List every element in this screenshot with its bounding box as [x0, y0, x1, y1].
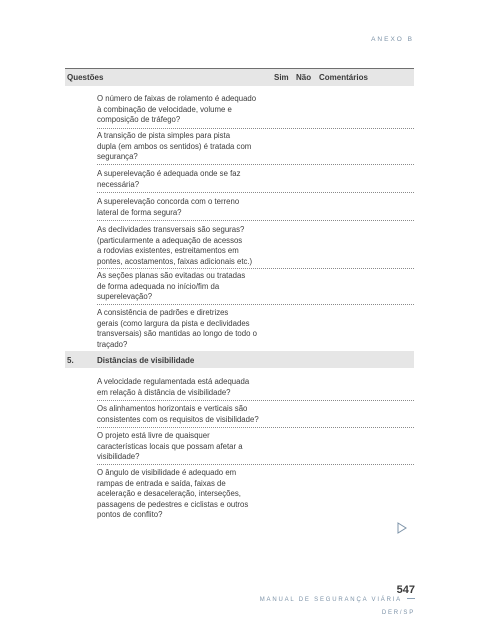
column-header-yes: Sim: [274, 73, 289, 82]
play-triangle-outline-icon[interactable]: [397, 522, 407, 534]
row-separator: [97, 128, 414, 129]
question-row: O ângulo de visibilidade é adequado em rampas de entrada e saída, faixas de aceleração e desaceleração, interseções, passagens de pedestres e ciclistas e outros pontos de conflito?: [97, 468, 249, 520]
question-row: O número de faixas de rolamento é adequado à combinação de velocidade, volume e composição de tráfego?: [97, 94, 257, 125]
question-row: A transição de pista simples para pista dupla (em ambos os sentidos) é tratada com segurança?: [97, 131, 252, 162]
row-separator: [97, 304, 414, 305]
column-header-no: Não: [296, 73, 312, 82]
row-separator: [97, 400, 414, 401]
column-header-questions: Questões: [67, 73, 104, 82]
question-row: O projeto está livre de quaisquer características locais que possam afetar a visibilidade?: [97, 431, 243, 462]
footer-rule: [407, 598, 415, 599]
page-number: 547: [396, 584, 415, 596]
footer-org: DER/SP: [381, 610, 415, 616]
question-row: A velocidade regulamentada está adequada em relação à distância de visibilidade?: [97, 377, 250, 397]
row-separator: [97, 464, 414, 465]
question-row: As declividades transversais são seguras? (particularmente a adequação de acessos a rodovias existentes, estreitamentos em pontes, acostamentos, faixas adicionais etc.): [97, 225, 253, 266]
question-row: A consistência de padrões e diretrizes gerais (como largura da pista e declividades transversais) são mantidas ao longo de todo o traçado?: [97, 308, 257, 349]
question-row: Os alinhamentos horizontais e verticais são consistentes com os requisitos de visibilidade?: [97, 404, 259, 424]
footer-title: MANUAL DE SEGURANÇA VIÁRIA: [259, 597, 402, 603]
row-separator: [97, 220, 414, 221]
row-separator: [97, 427, 414, 428]
annex-label: ANEXO B: [371, 36, 414, 43]
row-separator: [97, 192, 414, 193]
question-row: A superelevação concorda com o terreno lateral de forma segura?: [97, 197, 240, 217]
question-row: As seções planas são evitadas ou tratadas de forma adequada no início/fim da superelevação?: [97, 271, 246, 302]
column-header-comments: Comentários: [319, 73, 368, 82]
section-title: Distâncias de visibilidade: [97, 356, 195, 365]
row-separator: [97, 268, 414, 269]
question-row: A superelevação é adequada onde se faz necessária?: [97, 169, 241, 189]
row-separator: [97, 164, 414, 165]
section-number: 5.: [67, 356, 74, 365]
